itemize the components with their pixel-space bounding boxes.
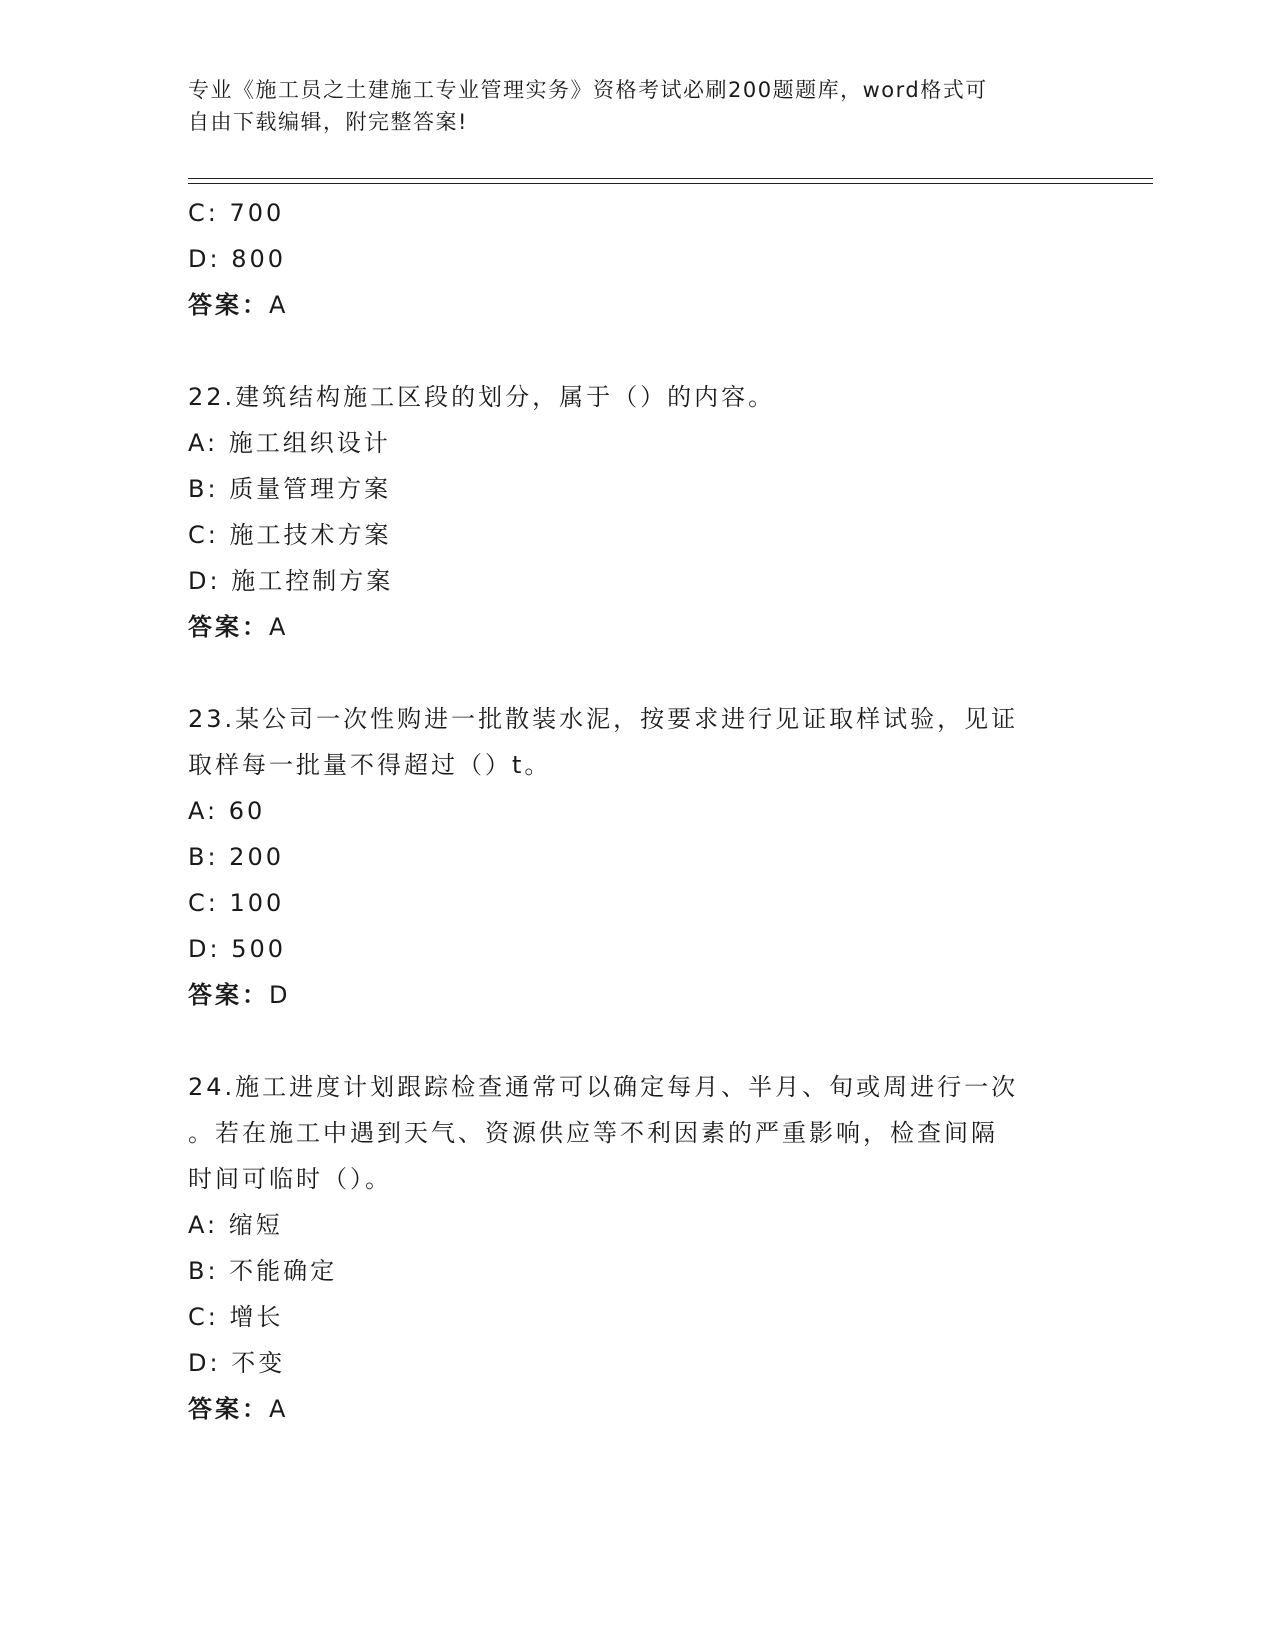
- answer-label: 答案：: [188, 1395, 269, 1423]
- header-line-1: 专业《施工员之土建施工专业管理实务》资格考试必刷200题题库，word格式可: [188, 78, 988, 102]
- question-text-line-1: 24.施工进度计划跟踪检查通常可以确定每月、半月、旬或周进行一次: [188, 1073, 1019, 1101]
- option-c: C: 100: [188, 889, 285, 917]
- option-c: C: 增长: [188, 1303, 284, 1331]
- option-c: C: 施工技术方案: [188, 521, 392, 549]
- spacer: [188, 1018, 1088, 1064]
- header-divider-bottom: [188, 183, 1153, 184]
- document-header: [188, 74, 1068, 138]
- answer-line: [188, 972, 1088, 1018]
- spacer: [188, 328, 1088, 374]
- option-d: D: 施工控制方案: [188, 567, 394, 595]
- question-list: [188, 190, 1088, 1432]
- option-a: A: 缩短: [188, 1211, 283, 1239]
- answer-line: [188, 282, 1088, 328]
- option-a: A: 施工组织设计: [188, 429, 391, 457]
- question-text-line-3: 时间可临时（）。: [188, 1165, 392, 1193]
- question-23: [188, 696, 1088, 1018]
- option-b: B: 质量管理方案: [188, 475, 392, 503]
- question-text: 22.建筑结构施工区段的划分，属于（）的内容。: [188, 383, 776, 411]
- option-a: A: 60: [188, 797, 266, 825]
- answer-label: 答案：: [188, 613, 269, 641]
- answer-value: A: [269, 1395, 289, 1423]
- answer-value: D: [269, 981, 291, 1009]
- question-text-line-2: 取样每一批量不得超过（）t。: [188, 751, 552, 779]
- option-b: B: 200: [188, 843, 284, 871]
- answer-value: A: [269, 291, 289, 319]
- question-24: [188, 1064, 1088, 1432]
- header-line-2: 自由下载编辑，附完整答案!: [188, 110, 468, 134]
- question-21-remainder: [188, 190, 1088, 328]
- question-22: [188, 374, 1088, 650]
- answer-line: [188, 1386, 1088, 1432]
- answer-value: A: [269, 613, 289, 641]
- option-c: C: 700: [188, 199, 285, 227]
- header-divider-top: [188, 178, 1153, 179]
- option-b: B: 不能确定: [188, 1257, 338, 1285]
- answer-label: 答案：: [188, 981, 269, 1009]
- option-d: D: 800: [188, 245, 287, 273]
- option-d: D: 500: [188, 935, 287, 963]
- option-d: D: 不变: [188, 1349, 286, 1377]
- question-text-line-2: 。若在施工中遇到天气、资源供应等不利因素的严重影响，检查间隔: [188, 1119, 998, 1147]
- answer-label: 答案：: [188, 291, 269, 319]
- answer-line: [188, 604, 1088, 650]
- question-text-line-1: 23.某公司一次性购进一批散装水泥，按要求进行见证取样试验，见证: [188, 705, 1019, 733]
- spacer: [188, 650, 1088, 696]
